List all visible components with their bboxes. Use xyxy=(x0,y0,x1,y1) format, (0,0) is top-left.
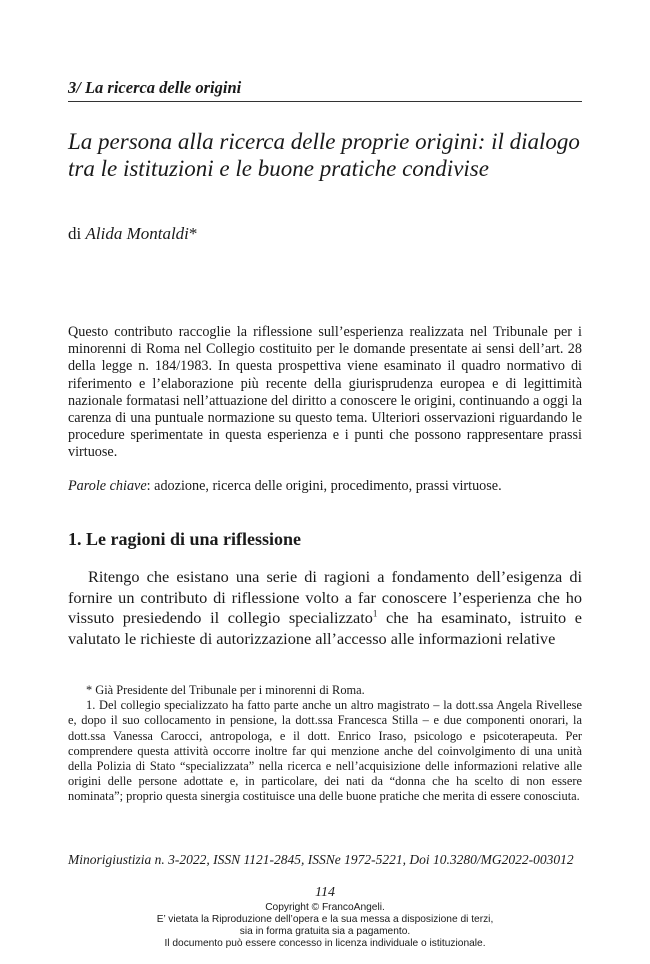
author-prefix: di xyxy=(68,224,82,243)
copyright-notice xyxy=(0,902,650,950)
keywords xyxy=(68,478,582,495)
paragraph-text-end: che ha esaminato, istruito e valutato le richieste di autorizzazione all’accesso alle informazioni relative xyxy=(68,608,583,648)
footnote-1: 1. Del collegio specializzato ha fatto parte anche un altro magistrato – la dott.ssa Angela Rivellese e, dopo il suo collocamento in pensione, la dott.ssa Francesca Stilla – e due componenti onorari, la dott.ssa Vanessa Carocci, antropologa, e il dott. Enrico Iraso, psicologo e psicoterapeuta. Per comprendere questa attività occorre inoltre far qui menzione anche del coinvolgimento di una unità della Polizia di Stato “specializzata” nella ricerca e nell’acquisizione delle informazioni relative alle origini delle persone adottate e, in particolare, dei nati da “donna che ha scelto di non essere nominata”; proprio questa sinergia costituisce una delle buone pratiche che merita di essere conosciuta. xyxy=(68,698,582,804)
copyright-line: E’ vietata la Riproduzione dell’opera e la sua messa a disposizione di terzi, xyxy=(156,914,494,925)
journal-citation: Minorigiustizia n. 3-2022, ISSN 1121-2845, ISSNe 1972-5221, Doi 10.3280/MG2022-003012 xyxy=(68,852,574,867)
footnotes xyxy=(68,683,582,805)
copyright-line: sia in forma gratuita sia a pagamento. xyxy=(239,926,411,937)
footnote-star: * Già Presidente del Tribunale per i minorenni di Roma. xyxy=(86,683,365,697)
section-heading: 1. Le ragioni di una riflessione xyxy=(68,529,302,549)
author-name: Alida Montaldi xyxy=(85,224,189,243)
author-line xyxy=(68,224,197,244)
copyright-line: Copyright © FrancoAngeli. xyxy=(265,902,385,913)
paragraph-text-start: Ritengo che esistano una serie di ragioni a fondamento dell’esigenza di fornire un contributo di riflessione volto a far conoscere l’esperienza che ho vissuto presiedendo il collegio specializzato xyxy=(68,567,582,627)
copyright-line: Il documento può essere concesso in licenza individuale o istituzionale. xyxy=(164,938,486,949)
body-paragraph xyxy=(68,567,582,649)
section-header: 3/ La ricerca delle origini xyxy=(68,78,582,102)
page-number: 114 xyxy=(315,885,335,900)
abstract: Questo contributo raccoglie la riflessione sull’esperienza realizzata nel Tribunale per i minorenni di Roma nel Collegio costituito per le domande presentate ai sensi dell’art. 28 della legge n. 184/1983. In questa prospettiva viene esaminato il quadro normativo di riferimento e l’elaborazione più recente della giurisprudenza europea e di legittimità nazionale formatasi nell’attuazione del diritto a conoscere le origini, continuando a oggi la carenza di una puntuale normazione su questo tema. Ulteriori osservazioni riguardando le procedure sperimentate in questa esperienza e i punti che possono rappresentare prassi virtuose. xyxy=(68,324,582,461)
keywords-text: adozione, ricerca delle origini, procedimento, prassi virtuose. xyxy=(154,478,502,494)
author-mark: * xyxy=(188,224,198,243)
keywords-separator: : xyxy=(146,478,151,494)
article-title: La persona alla ricerca delle proprie origini: il dialogo tra le istituzioni e le buone pratiche condivise xyxy=(68,129,580,181)
footnote-ref[interactable]: 1 xyxy=(372,608,378,619)
keywords-label: Parole chiave xyxy=(68,478,147,494)
